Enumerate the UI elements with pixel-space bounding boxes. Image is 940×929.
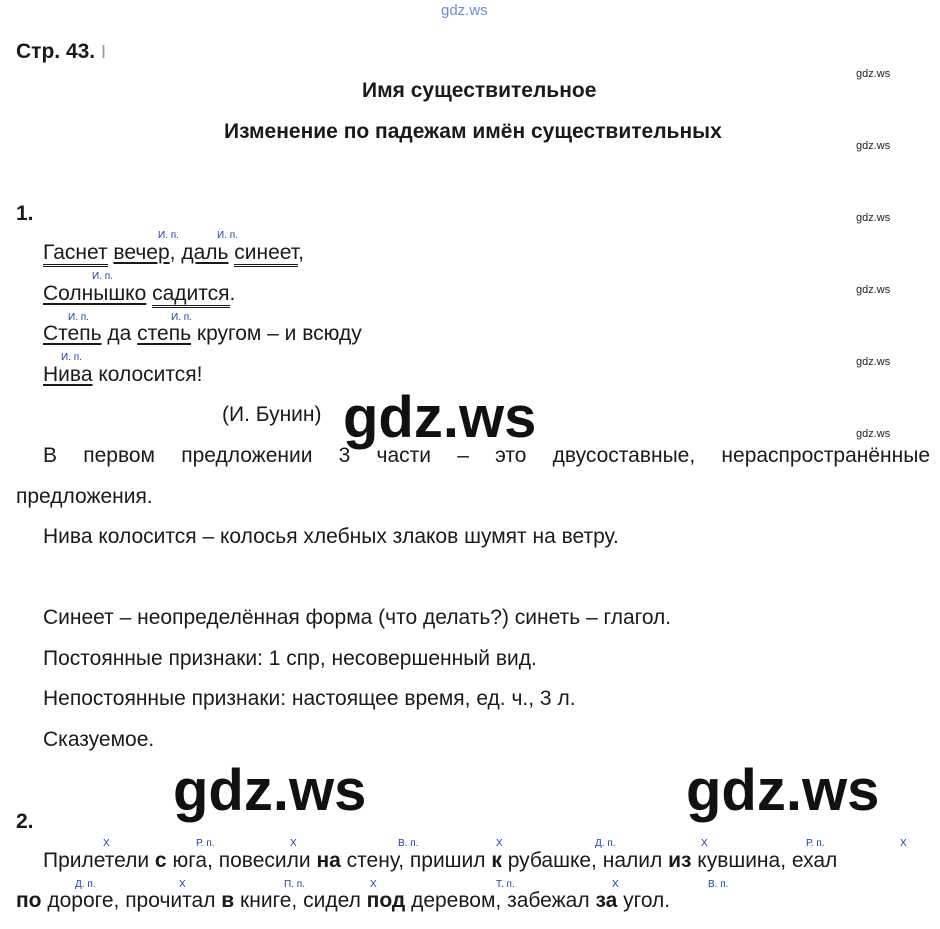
punctuation: ,: [169, 241, 176, 264]
text-fragment: угол.: [617, 889, 671, 912]
paragraph: Сказуемое.: [43, 728, 155, 751]
page-number-text: Стр. 43.: [16, 40, 96, 63]
text-fragment: Прилетели: [43, 849, 155, 872]
section-title: Имя существительное: [362, 79, 597, 102]
poem-word: колосится!: [98, 363, 203, 386]
text-fragment: книге, сидел: [234, 889, 367, 912]
subject: Солнышко: [43, 282, 147, 305]
page-marker: I: [100, 42, 106, 62]
subject: степь: [137, 322, 192, 345]
preposition: к: [491, 849, 502, 872]
text-fragment: дороге, прочитал: [41, 889, 222, 912]
case-label: В. п.: [708, 879, 729, 890]
poem-line-4: [43, 363, 202, 387]
predicate: синеет: [234, 241, 298, 267]
watermark-side: gdz.ws: [856, 140, 891, 152]
case-label: Р. п.: [196, 838, 215, 849]
paragraph: Постоянные признаки: 1 спр, несовершенный вид.: [43, 647, 537, 670]
case-label: Х: [701, 838, 708, 849]
poem-line-3: [43, 322, 362, 346]
case-label: Х: [612, 879, 619, 890]
preposition: с: [154, 849, 167, 872]
paragraph: Синеет – неопределённая форма (что делать?) синеть – глагол.: [43, 606, 672, 629]
text-fragment: юга, повесили: [166, 849, 317, 872]
poem-author: (И. Бунин): [222, 403, 322, 426]
subject: Нива: [43, 363, 93, 386]
case-label: Р. п.: [806, 838, 825, 849]
punctuation: ,: [298, 241, 304, 264]
paragraph: В первом предложении 3 части – это двусоставные, нераспространённые: [43, 444, 930, 467]
watermark-side: gdz.ws: [856, 428, 891, 440]
watermark-large: gdz.ws: [173, 758, 367, 823]
paragraph: Нива колосится – колосья хлебных злаков шумят на ветру.: [43, 525, 619, 548]
case-label: В. п.: [398, 838, 419, 849]
watermark-top: gdz.ws: [441, 2, 488, 19]
text-fragment: кувшина, ехал: [691, 849, 838, 872]
poem-word: кругом – и всюду: [196, 322, 362, 345]
preposition: за: [595, 889, 618, 912]
subject: Степь: [43, 322, 102, 345]
page-number: [16, 40, 106, 64]
case-label: И. п.: [158, 230, 179, 241]
task2-line-1: [43, 849, 837, 873]
preposition: в: [221, 889, 235, 912]
case-label: Х: [900, 838, 907, 849]
case-label: И. п.: [92, 271, 113, 282]
case-label: Д. п.: [595, 838, 616, 849]
case-label: Х: [496, 838, 503, 849]
case-label: Х: [179, 879, 186, 890]
case-label: И. п.: [61, 352, 82, 363]
preposition: по: [16, 889, 42, 912]
case-label: Х: [290, 838, 297, 849]
watermark-large: gdz.ws: [686, 758, 880, 823]
text-fragment: деревом, забежал: [405, 889, 596, 912]
punctuation: .: [229, 282, 236, 305]
poem-line-1: [43, 241, 304, 265]
task2-line-2: [16, 889, 670, 913]
watermark-side: gdz.ws: [856, 284, 891, 296]
watermark-side: gdz.ws: [856, 212, 891, 224]
case-label: Д. п.: [75, 879, 96, 890]
paragraph: Непостоянные признаки: настоящее время, ед. ч., 3 л.: [43, 687, 576, 710]
case-label: И. п.: [171, 312, 192, 323]
task-number: 1.: [16, 202, 34, 225]
subject: даль: [181, 241, 229, 264]
preposition: под: [366, 889, 406, 912]
case-label: И. п.: [217, 230, 238, 241]
case-label: И. п.: [68, 312, 89, 323]
poem-word: да: [107, 322, 132, 345]
task-number: 2.: [16, 810, 34, 833]
preposition: из: [668, 849, 692, 872]
case-label: Т. п.: [496, 879, 515, 890]
section-subtitle: Изменение по падежам имён существительных: [224, 120, 722, 143]
case-label: П. п.: [284, 879, 305, 890]
poem-line-2: [43, 282, 235, 306]
predicate: садится: [152, 282, 229, 308]
watermark-side: gdz.ws: [856, 68, 891, 80]
preposition: на: [316, 849, 341, 872]
watermark-large: gdz.ws: [343, 385, 537, 450]
text-fragment: стену, пришил: [340, 849, 492, 872]
case-label: Х: [370, 879, 377, 890]
case-label: Х: [103, 838, 110, 849]
predicate: Гаснет: [43, 241, 108, 267]
paragraph: предложения.: [16, 485, 153, 508]
watermark-side: gdz.ws: [856, 356, 891, 368]
subject: вечер: [113, 241, 170, 264]
text-fragment: рубашке, налил: [501, 849, 669, 872]
